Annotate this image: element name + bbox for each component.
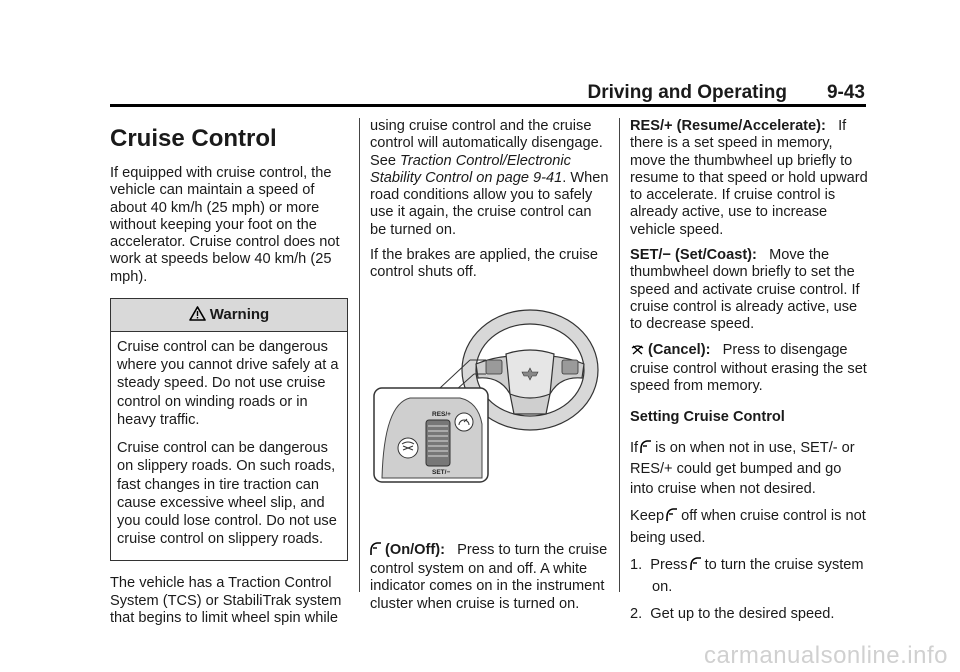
cross-reference-link[interactable]: Traction Control/Electronic Stability Control on page 9-41 [370, 152, 571, 186]
section-title: Driving and Operating [587, 82, 787, 103]
res-text: If there is a set speed in memory, move the thumbwheel up briefly to resume to that speed or hold upward to accelerate. If cruise control is already active, use to increase vehicle speed. [630, 118, 868, 238]
traction-paragraph: The vehicle has a Traction Control System (TCS) or StabiliTrak system that begins to limit wheel spin while [110, 575, 342, 626]
onoff-label: (On/Off): [385, 541, 445, 558]
onoff-paragraph [370, 542, 610, 613]
set-minus-label: SET/− [432, 468, 451, 476]
cruise-onoff-icon [690, 557, 702, 578]
res-plus-label: RES/+ [432, 410, 451, 418]
set-text: Move the thumbwheel down briefly to set the speed and activate cruise control. If cruise control is already active, use to decrease speed. [630, 247, 860, 333]
warning-box [110, 298, 348, 561]
cancel-label: (Cancel): [648, 341, 711, 358]
brakes-paragraph: If the brakes are applied, the cruise control shuts off. [370, 247, 598, 281]
res-label: RES/+ (Resume/Accelerate): [630, 118, 826, 134]
steering-wheel-illustration [370, 294, 610, 526]
cruise-onoff-icon [666, 508, 678, 529]
intro-paragraph: If equipped with cruise control, the vehicle can maintain a speed of about 40 km/h (25 mph) or more without keeping your foot on the accelerator. Cruise control does not work at speeds below 40 km/h (25 mph). [110, 165, 340, 285]
cruise-onoff-icon [370, 542, 382, 561]
column-3 [630, 118, 868, 633]
column-1 [110, 118, 348, 635]
res-paragraph [630, 118, 868, 239]
page-title: Cruise Control [110, 125, 277, 152]
cruise-onoff-icon [640, 440, 652, 461]
list-item: 1. Press to turn the cruise system on. [630, 557, 864, 595]
page-header [110, 78, 865, 106]
if-paragraph: If is on when not in use, SET/- or RES/+ could get bumped and go into cruise when not desired. [630, 439, 855, 497]
steering-wheel-figure [370, 294, 610, 526]
column-divider [619, 118, 620, 592]
onoff-text: Press to turn the cruise control system on and off. A white indicator comes on in the instrument cluster when cruise is turned on. [370, 541, 608, 612]
page-number: 9-43 [826, 82, 865, 103]
list-item: 2. Get up to the desired speed. [630, 606, 835, 623]
warning-label: Warning [209, 306, 270, 324]
cancel-paragraph [630, 342, 868, 396]
keep-paragraph: Keep off when cruise control is not being used. [630, 508, 866, 546]
warning-triangle-icon [189, 301, 206, 333]
warning-body [111, 332, 347, 560]
set-label: SET/− (Set/Coast): [630, 247, 757, 264]
cruise-cancel-icon [630, 343, 645, 361]
warning-header [111, 299, 347, 332]
setting-heading: Setting Cruise Control [630, 409, 785, 426]
warning-paragraph: Cruise control can be dangerous where you cannot drive safely at a steady speed. Do not use cruise control on winding roads or in heavy traffic. [117, 339, 339, 428]
traction-paragraph-cont: using cruise control and the cruise control will automatically disengage. See Traction Control/Electronic Stability Control on page 9-41. When road conditions allow you to safely use it again, the cruise control can be turned on. [370, 118, 609, 238]
header-rule [110, 104, 866, 107]
set-paragraph [630, 247, 868, 333]
column-divider [359, 118, 360, 592]
watermark: carmanualsonline.info [704, 642, 948, 669]
warning-paragraph: Cruise control can be dangerous on slippery roads. On such roads, fast changes in tire traction can cause excessive wheel slip, and you could lose control. Do not use cruise control on slippery roads. [117, 440, 337, 548]
column-2 [370, 118, 610, 621]
cancel-text: Press to disengage cruise control without erasing the set speed from memory. [630, 341, 867, 395]
